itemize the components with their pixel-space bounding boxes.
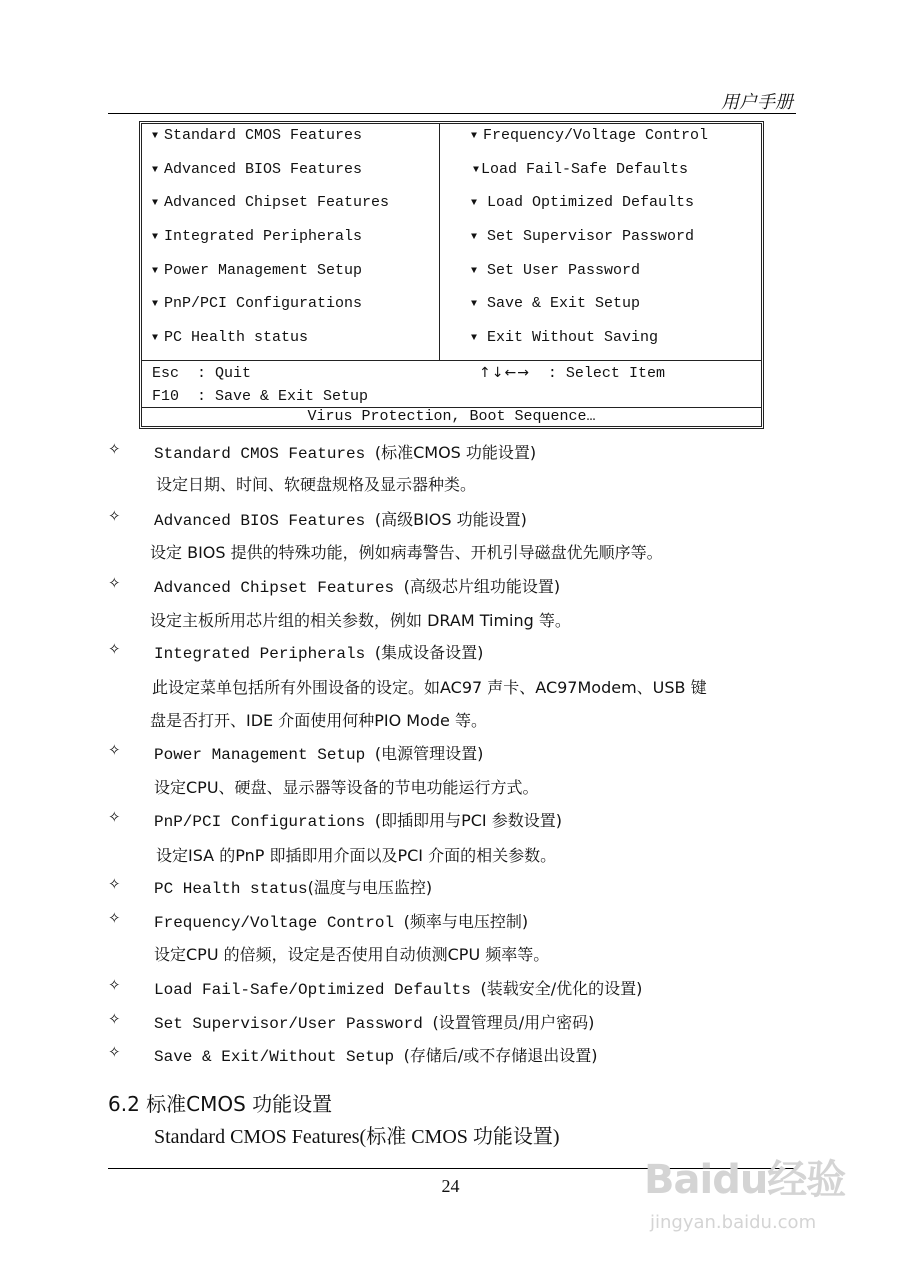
description-title-zh: (高级BIOS 功能设置) xyxy=(374,510,527,529)
section-heading: 6.2 标准CMOS 功能设置 xyxy=(108,1092,333,1116)
triangle-down-icon: ▼ xyxy=(152,266,159,277)
description-body: 设定主板所用芯片组的相关参数，例如 DRAM Timing 等。 xyxy=(150,611,571,630)
bios-menu-right-column xyxy=(439,124,761,360)
baidu-watermark xyxy=(640,1140,860,1260)
header-title: 用户手册 xyxy=(721,92,793,113)
diamond-bullet-icon: ✧ xyxy=(108,1043,121,1061)
triangle-down-icon: ▼ xyxy=(473,165,480,176)
description-body: 设定CPU、硬盘、显示器等设备的节电功能运行方式。 xyxy=(154,778,539,797)
triangle-down-icon: ▼ xyxy=(471,299,478,310)
description-title-zh: (装载安全/优化的设置) xyxy=(480,979,643,998)
description-body: 此设定菜单包括所有外围设备的设定。如AC97 声卡、AC97Modem、USB 键 xyxy=(152,678,707,697)
description-title: Power Management Setup xyxy=(154,746,366,764)
bios-menu-item[interactable]: ▼ PC Health status xyxy=(152,329,309,346)
bios-menu-item[interactable]: ▼ Advanced Chipset Features xyxy=(152,194,390,211)
select-item-label: : Select Item xyxy=(529,365,665,382)
diamond-bullet-icon: ✧ xyxy=(108,875,121,893)
bios-help-line: Virus Protection, Boot Sequence… xyxy=(307,408,596,425)
diamond-bullet-icon: ✧ xyxy=(108,976,121,994)
diamond-bullet-icon: ✧ xyxy=(108,909,121,927)
header-rule xyxy=(108,113,796,114)
bios-menu-item[interactable]: ▼ Advanced BIOS Features xyxy=(152,161,363,178)
description-body: 设定CPU 的倍频，设定是否使用自动侦测CPU 频率等。 xyxy=(154,945,550,964)
bios-menu-item[interactable]: ▼ Power Management Setup xyxy=(152,262,363,279)
description-body: 设定 BIOS 提供的特殊功能，例如病毒警告、开机引导磁盘优先顺序等。 xyxy=(150,543,663,562)
description-title: Advanced BIOS Features xyxy=(154,512,366,530)
select-item-hint xyxy=(479,365,665,382)
diamond-bullet-icon: ✧ xyxy=(108,640,121,658)
description-title-zh: (集成设备设置) xyxy=(374,643,484,662)
description-title-zh: (温度与电压监控) xyxy=(307,878,433,897)
triangle-down-icon: ▼ xyxy=(152,232,159,243)
page-number: 24 xyxy=(441,1176,460,1196)
diamond-bullet-icon: ✧ xyxy=(108,1010,121,1028)
bios-menu-item[interactable]: ▼ Standard CMOS Features xyxy=(152,127,363,144)
diamond-bullet-icon: ✧ xyxy=(108,808,121,826)
f10-key-hint: F10 : Save & Exit Setup xyxy=(152,388,369,405)
bios-menu-item[interactable]: ▼ Set User Password xyxy=(471,262,641,279)
diamond-bullet-icon: ✧ xyxy=(108,741,121,759)
triangle-down-icon: ▼ xyxy=(471,333,478,344)
description-title: Save & Exit/Without Setup xyxy=(154,1048,395,1066)
description-title: PnP/PCI Configurations xyxy=(154,813,366,831)
bios-key-legend xyxy=(142,360,761,408)
description-title-zh: (设置管理员/用户密码) xyxy=(432,1013,595,1032)
triangle-down-icon: ▼ xyxy=(471,232,478,243)
bios-menu xyxy=(139,121,764,429)
esc-key-hint: Esc : Quit xyxy=(152,365,252,382)
description-title-zh: (存储后/或不存储退出设置) xyxy=(403,1046,598,1065)
bios-menu-item[interactable]: ▼ PnP/PCI Configurations xyxy=(152,295,363,312)
watermark-url: jingyan.baidu.com xyxy=(650,1212,817,1233)
description-title: Load Fail-Safe/Optimized Defaults xyxy=(154,981,471,999)
bios-menu-item[interactable]: ▼ Exit Without Saving xyxy=(471,329,659,346)
bios-menu-item[interactable]: ▼ Load Optimized Defaults xyxy=(471,194,695,211)
description-title: PC Health status xyxy=(154,880,308,898)
triangle-down-icon: ▼ xyxy=(152,299,159,310)
description-body: 设定ISA 的PnP 即插即用介面以及PCI 介面的相关参数。 xyxy=(156,846,557,865)
description-title-zh: (频率与电压控制) xyxy=(403,912,529,931)
triangle-down-icon: ▼ xyxy=(471,266,478,277)
bios-menu-item[interactable]: ▼ Frequency/Voltage Control xyxy=(471,127,709,144)
description-body: 设定日期、时间、软硬盘规格及显示器种类。 xyxy=(156,475,477,494)
bios-menu-item[interactable]: ▼ Set Supervisor Password xyxy=(471,228,695,245)
diamond-bullet-icon: ✧ xyxy=(108,574,121,592)
description-title-zh: (高级芯片组功能设置) xyxy=(403,577,561,596)
description-title: Integrated Peripherals xyxy=(154,645,366,663)
bios-menu-left-column xyxy=(142,124,440,360)
bios-menu-item[interactable]: ▼ Integrated Peripherals xyxy=(152,228,363,245)
diamond-bullet-icon: ✧ xyxy=(108,440,121,458)
triangle-down-icon: ▼ xyxy=(152,131,159,142)
arrow-keys-icon: ↑↓←→ xyxy=(479,365,530,381)
description-title: Frequency/Voltage Control xyxy=(154,914,395,932)
description-title: Advanced Chipset Features xyxy=(154,579,395,597)
triangle-down-icon: ▼ xyxy=(152,165,159,176)
bios-menu-item[interactable]: ▼ Save & Exit Setup xyxy=(471,295,641,312)
section-subheading: Standard CMOS Features(标准 CMOS 功能设置) xyxy=(154,1126,560,1148)
description-title: Standard CMOS Features xyxy=(154,445,366,463)
diamond-bullet-icon: ✧ xyxy=(108,507,121,525)
watermark-logo: Baidu经验 xyxy=(644,1157,846,1203)
description-title-zh: (标准CMOS 功能设置) xyxy=(374,443,537,462)
triangle-down-icon: ▼ xyxy=(152,198,159,209)
description-title-zh: (即插即用与PCI 参数设置) xyxy=(374,811,562,830)
triangle-down-icon: ▼ xyxy=(471,131,478,142)
description-title-zh: (电源管理设置) xyxy=(374,744,484,763)
description-body: 盘是否打开、IDE 介面使用何种PIO Mode 等。 xyxy=(150,711,487,730)
description-title: Set Supervisor/User Password xyxy=(154,1015,423,1033)
triangle-down-icon: ▼ xyxy=(152,333,159,344)
bios-menu-item[interactable]: ▼ Load Fail-Safe Defaults xyxy=(473,161,689,178)
triangle-down-icon: ▼ xyxy=(471,198,478,209)
